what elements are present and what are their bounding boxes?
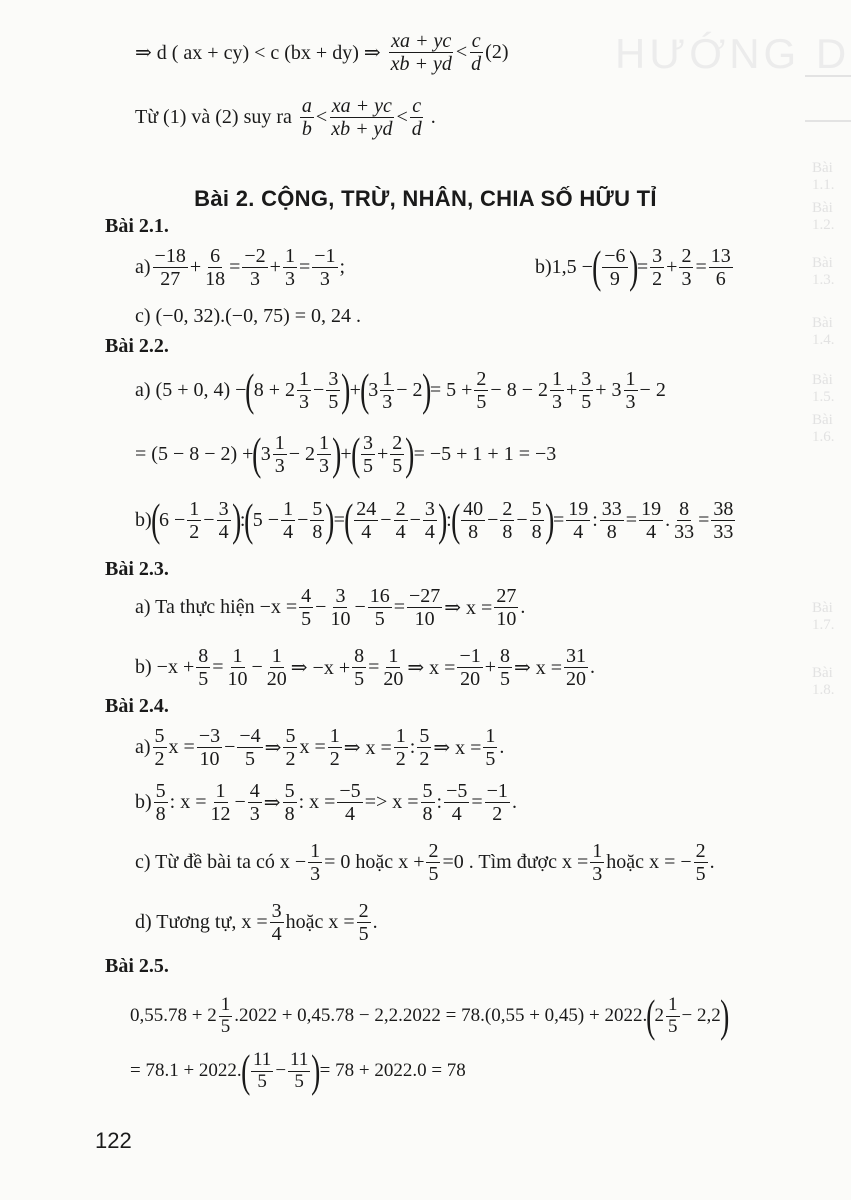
bleed-text: Bài 1.5. [812,372,835,405]
or-text: hoặc [355,851,394,873]
bleed-heading: HƯỚNG D [615,30,851,77]
b23-b: b) −x + $\frac{8}{5}$ = $\frac{1}{10}$ − $\frac{1}{20}$ ⇒ −x + $\frac{8}{5}$ = $\frac{1}{20}$ ⇒ x = $\frac{-1}{20}$ + $\frac{8}{5}$ ⇒ x = $\frac{31}{20}$ . [135,645,596,690]
find-text: . Tìm được x = [468,851,589,873]
inequality-line-2: ⇒ d ( ax + cy) < c (bx + dy) ⇒ xa + yc xb + yd < c d (2) [135,30,509,75]
b23-a: a) Ta thực hiện −x = $\frac{4}{5}$ − $\frac{3}{10}$ − $\frac{16}{5}$ = $\frac{-27}{10}$ ⇒ x = $\frac{27}{10}$ . [135,585,526,630]
b24-a: a) 5 2 x = $\frac{-3}{10}$ − $\frac{-4}{5}$ ⇒ 5 2 x = $\frac{1}{2}$ ⇒ x = $\frac{1}{2}$ : 5 2 ⇒ x = $\frac{1}{5}$ . [135,725,505,770]
bleed-text: Bài 1.2. [812,200,835,233]
exercise-heading: Bài 2.2. [105,335,169,357]
bleed-text: Bài 1.7. [812,600,835,633]
b24-d: d) Tương tự, x = $\frac{3}{4}$ hoặc x = $\frac{2}{5}$ . [135,900,378,945]
b25-line1: 0,55.78 + 2 1 5 .2022 + 0,45.78 − 2,2.2022 = 78.(0,55 + 0,45) + 2022. ( 2 1 5 − 2,2 ) [130,989,730,1041]
b24-c: c) Từ đề bài ta có x − $\frac{1}{3}$ = 0 hoặc x + $\frac{2}{5}$ =0 . Tìm được x = $\frac{1}{3}$ hoặc x = − $\frac{2}{5}$ . [135,840,715,885]
b22-a: a) (5 + 0, 4) − ( 8 + 2 1 3 − $\frac{3}{5}$ ) + ( 3 1 3 − 2 ) = 5 + $\frac{2}{5}$ − 8 − 2 1 3 + $\frac{3}{5}$ + 3 1 3 − 2 [135,364,666,416]
or-text: hoặc [606,851,645,873]
bleed-text: Bài 1.1. [812,160,835,193]
b21-a: a) −18 27 + $\frac{6}{18}$ = $\frac{-2}{3}$ + $\frac{1}{3}$ = $\frac{-1}{3}$ ; [135,245,346,290]
b22-a-cont: = (5 − 8 − 2) + ( 3 1 3 − 2 1 3 ) + ( 3 5 + $\frac{2}{5}$ ) = −5 + 1 + 1 = −3 [135,428,557,480]
conclusion-line: Từ (1) và (2) suy ra a b < xa + yc xb + yd < c d . [135,95,436,140]
b21-c: c) (−0, 32).(−0, 75) = 0, 24 . [135,305,362,327]
page-number: 122 [95,1128,132,1153]
b24-b: b) 5 8 : x = $\frac{1}{12}$ − $\frac{4}{3}$ ⇒ 5 8 : x = $\frac{-5}{4}$ => x = $\frac{5}{8}$ : $\frac{-5}{4}$ = $\frac{-1}{2}$ . [135,780,517,825]
b22-b: b) ( 6 − $\frac{1}{2}$ − $\frac{3}{4}$ ) : ( 5 − $\frac{1}{4}$ − $\frac{5}{8}$ ) = ( 24 4 − $\frac{2}{4}$ − $\frac{3}{4}$ ) : ( 40 8 − $\frac{2}{8}$ − $\frac{5}{8}$ ) = $\frac{19}{4}$ : $\frac{33}{8}$ = $\frac{19}{4}$ . $\frac{8}{33}$ = $\frac{38}{33}$ [135,494,734,546]
exercise-heading: Bài 2.1. [105,215,169,237]
b23a-text: a) Ta thực hiện [135,596,255,618]
exercise-heading: Bài 2.5. [105,955,169,977]
or-x-text: hoặc x = [285,911,355,933]
implication-text: ⇒ d ( ax + cy) < c (bx + dy) ⇒ [135,42,381,64]
bleed-text: Bài 1.8. [812,665,835,698]
fraction: xa + yc xb + yd [390,30,452,75]
bleed-text: Bài 1.4. [812,315,835,348]
bleed-text: Bài 1.6. [812,412,835,445]
bleed-line [805,120,851,122]
equation-ref: (2) [485,41,509,63]
b21-b: b)1,5 − ( −6 9 ) = $\frac{3}{2}$ + $\frac{2}{3}$ = $\frac{13}{6}$ [535,241,731,293]
b24d-text: d) Tương tự, x = [135,911,268,933]
exercise-heading: Bài 2.4. [105,695,169,717]
section-title: Bài 2. CỘNG, TRỪ, NHÂN, CHIA SỐ HỮU TỈ [194,186,657,211]
bleed-text: Bài 1.3. [812,255,835,288]
exercise-heading: Bài 2.3. [105,558,169,580]
conclusion-text: Từ (1) và (2) suy ra [135,106,292,128]
b25-line2: = 78.1 + 2022. ( 11 5 − $\frac{11}{5}$ ) = 78 + 2022.0 = 78 [130,1044,466,1096]
b24c-text: c) Từ đề bài ta có [135,851,275,873]
fraction: c d [471,30,482,75]
